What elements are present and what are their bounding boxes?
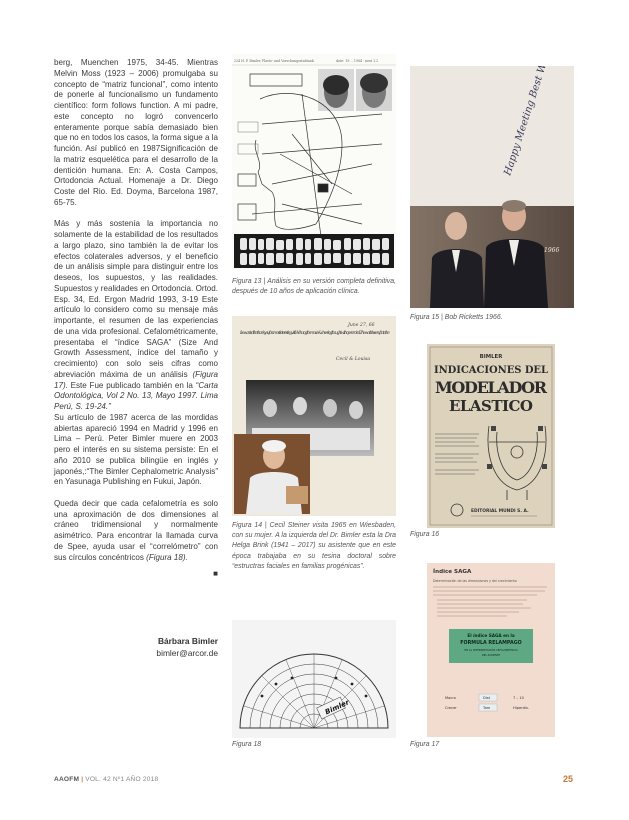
book-title-line-1: INDICACIONES DEL [434, 365, 548, 376]
author-name: Bárbara Bimler [157, 636, 218, 646]
footer-separator: | [81, 776, 84, 783]
figure-17-reference: (Figura 17). [54, 369, 218, 390]
page-number: 25 [563, 774, 574, 784]
saga-row-2-b: Tam [483, 706, 491, 710]
author-email: bimler@arcor.de [156, 647, 218, 658]
author-signature [150, 636, 218, 659]
saga-box-line-2: FORMULA RELAMPAGO [460, 641, 522, 646]
saga-box-line-4: DEL PACIENTE [481, 654, 501, 657]
figure-14-image [232, 316, 396, 516]
note-date: June 27, 66 [348, 323, 375, 328]
protractor-brand-label: Bimler [323, 698, 351, 717]
book-title-line-3: ELASTICO [449, 397, 533, 415]
saga-page-subtitle: Determinación de las dimensiones y del crecimiento [433, 579, 517, 583]
book-author: BIMLER [479, 354, 503, 360]
cephalometric-chart-illustration [232, 54, 396, 270]
saga-row-2-c: Hiperdiv. [513, 706, 529, 710]
figure-13-image [232, 54, 396, 270]
figure-14-caption: Figura 14 | Cecil Steiner visita 1965 en Wiesbaden, con su mujer. A la izquierda del Dr. Bimler esta la Dra Helga Brink (1941 – 2017) su asistente que en este época trabajaba en su tesina doctoral sobre “estructras faciales en familias progénicas”. [232, 522, 396, 570]
book-title-line-2: MODELADOR [435, 378, 547, 397]
figure-15-image [410, 66, 574, 308]
figure-16-image [427, 344, 555, 528]
paragraph-1: berg, Muenchen 1975, 34-45. Mientras Melvin Moss (1923 – 2006) promulgaba su concepto de “matriz funcional”, como intento de ponerle al funcionalismo un fundamento científico: form follows function. A mi padre, este concepto no logró convencerlo enteramente porque sabía demasiado bien que no en todos los casos, la forma sigue a la función. Así publicó en 1987Significación de la matriz esquelética para el desarrollo de la dentición humana. En: A. Costa Campos, Ortodoncia Actual. Homenaje a Dr. Diego Coste del Rio. Ed. Doyma, Barcelona 1987, 65-75. [54, 58, 218, 207]
figure-18-reference: (Figura 18). [146, 552, 188, 562]
saga-page-title: Índice SAGA [433, 569, 472, 575]
saga-row-1-a: Macro [445, 696, 456, 700]
steiner-visit-collage [232, 316, 396, 516]
saga-box-line-1: El índice SAGA en la [467, 633, 515, 638]
journal-name: AAOFM [54, 776, 80, 783]
correlometer-protractor-illustration [232, 620, 396, 738]
figure-17-caption: Figura 17 [410, 741, 440, 748]
paragraph-4: Queda decir que cada cefalometría es solo una aproximación de dos dimensiones al cráneo tridimensional y normalmente asimétrico. Para encontrar la llamada curva de Spee, ayuda usar el “correlómetro” con sus círculos concéntricos (Figura 18). [54, 498, 218, 562]
carta-odontologica-citation: “Carta Odontológica, Vol 2 No. 13, Mayo 1997. Lima Perú, S. 19-24.” [54, 380, 218, 411]
fig13-header-right: date: 19. – 1984 · next 1.2 [336, 59, 379, 63]
saga-row-1-b: Dist [483, 696, 491, 700]
saga-index-page-illustration [427, 563, 555, 737]
book-cover-illustration [427, 344, 555, 528]
figure-15-caption: Figura 15 | Bob Ricketts 1966. [410, 314, 503, 321]
journal-volume: VOL. 42 Nº1 AÑO 2018 [85, 776, 159, 783]
article-text-column [54, 58, 218, 580]
figure-18-image [232, 620, 396, 738]
figure-18-caption: Figura 18 [232, 741, 262, 748]
fig13-header-left: 224 H. P. Bimler, Plasto- und Vorschungsstabtank [234, 59, 314, 63]
note-text: I've wanted the thank you for a most interesting visit. We hung the movie & cheering thought with open mind. The world's seen ... for ... to the [240, 331, 390, 336]
paragraph-2: Más y más sostenía la importancia no solamente de la estabilidad de los resultados a largo plazo, sino también la de evitar los efectos colaterales adversos, y el beneficio de un análisis simple para distinguir entre los deseos, los supuestos, y las realidades. Supuestos y realidades en Ortodoncia. Ortod. Esp. 34, Ed. Ergon Madrid 1993, 3-19 Este artículo lo considero como su mensaje más importante, el resumen de las experiencias de una vida profesional. Cefalométricamente, presentaba el “índice SAGA” (Size And Growth Assessment, índice del tamaño y crecimiento) con solo seis cifras como abreviación máxima de un análisis (Figura 17). Este Fue publicado también en la “Carta Odontológica, Vol 2 No. 13, Mayo 1997. Lima Perú, S. 19-24.” [54, 219, 218, 411]
book-publisher: EDITORIAL MUNDI S. A. [471, 509, 529, 514]
figure-17-image [427, 563, 555, 737]
journal-footer [54, 776, 158, 783]
note-signature: Cecil & Louisa [336, 357, 371, 362]
figure-13-caption: Figura 13 | Análisis en su versión completa definitiva, después de 10 años de aplicación clínica. [232, 278, 396, 296]
ricketts-photo-illustration [410, 66, 574, 308]
fig15-year-mark: 1966 [544, 247, 560, 254]
saga-row-1-c: 7 – 10 [513, 696, 524, 700]
article-end-mark: ■ [213, 569, 218, 579]
paragraph-3: Su artículo de 1987 acerca de las mordidas abiertas apareció 1994 en Madrid y 1996 en Lima – Perú. Peter Bimler muere en 2003 pero el interés en su sistema persiste: En el año 2010 se publica bilingüe en inglés y japonés,:“The Bimler Cephalometric Analysis” en Yasunaga Publishing en Fukui, Japón. [54, 412, 218, 487]
figure-16-caption: Figura 16 [410, 531, 440, 538]
saga-box-line-3: EN LA INTERPRETACIÓN CEFALOMÉTRICA [464, 649, 518, 652]
saga-row-2-a: Crecer [445, 706, 457, 710]
